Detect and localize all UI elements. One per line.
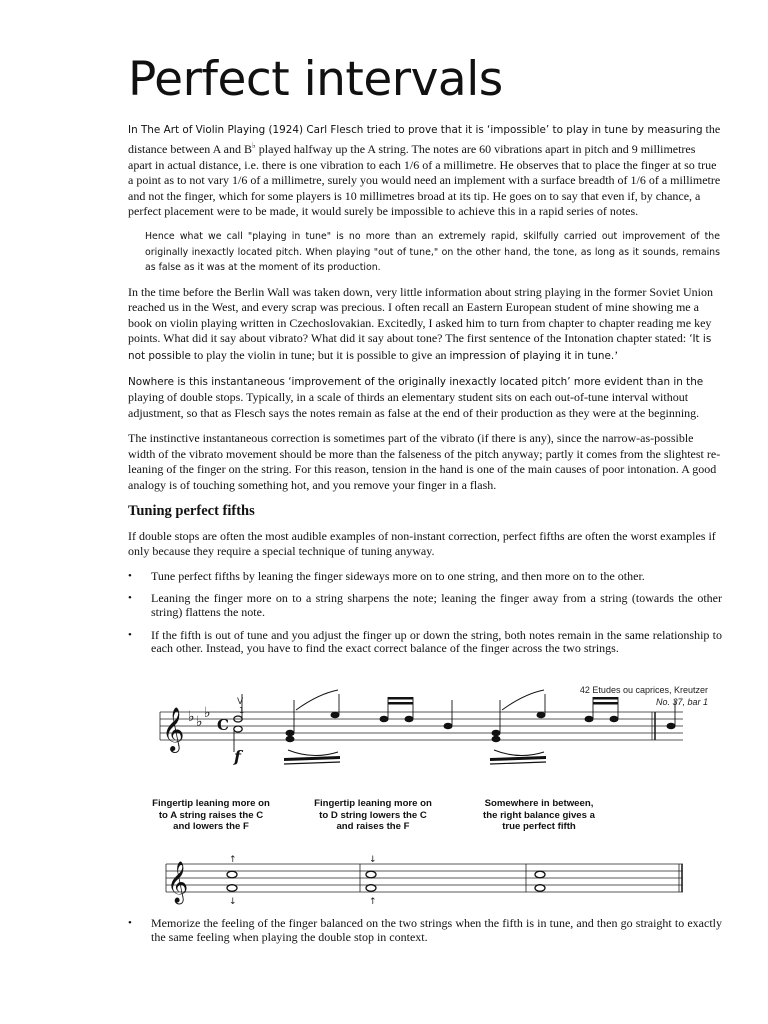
- bullet-text: Leaning the finger more on to a string sharpens the note; leaning the finger away from a string (towards the other string) flattens the note.: [151, 591, 722, 619]
- bullet-dot: •: [128, 628, 132, 641]
- nowhere-first-line: Nowhere is this instantaneous ‘improvement of the originally inexactly located pitch’ more evident than in the: [128, 376, 704, 389]
- list-item: [128, 629, 722, 656]
- bullet-dot: •: [128, 569, 132, 582]
- treble-clef-icon: 𝄞: [162, 707, 185, 751]
- intro-text-b: played halfway up the A string. The notes are 60 vibrations apart in pitch and 9 millimetres apart in actual distance, i.e. there is one vibration to each 1/6 of a millimetre. He observes that to place the finger at so true a point as to not vary 1/6 of a millimetre, surely you would need an implement with a surface breadth of 1/6 of a millimetre and not the finger, which for some players is 10 millimetres broad at its tip. He goes on to say that even if, by chance, a perfect placement were to be made, it would surely be impossible to achieve this in a rapid series of notes.: [128, 142, 721, 219]
- page-title: Perfect intervals: [128, 52, 503, 107]
- berlin-wall-paragraph: [128, 285, 722, 364]
- credit-bar: No. 37, bar 1: [655, 697, 708, 707]
- flat-icon: ♭: [188, 709, 195, 725]
- note-group: [444, 700, 452, 729]
- arrow-down-icon: ↓: [229, 897, 237, 907]
- arrow-up-icon: ↑: [369, 897, 377, 907]
- quote-not-possible: ‘It is not possible: [128, 333, 712, 362]
- bullet-dot: •: [128, 592, 132, 605]
- note-group: [585, 697, 618, 722]
- arrow-down-icon: ↓: [369, 855, 377, 865]
- final-bullet-list: [128, 917, 722, 953]
- intro-paragraph: [128, 122, 722, 219]
- list-item: [128, 570, 722, 584]
- section-intro: If double stops are often the most audible examples of non-instant correction, perfect fifths are often the worst examples if only because they require a special technique of tuning anyway.: [128, 528, 716, 559]
- nowhere-text: playing of double stops. Typically, in a scale of thirds an elementary student sits on each out-of-tune interval without adjustment, so that as Flesch says the notes remain as false at the end of their production as they were at the beginning.: [128, 390, 700, 420]
- block-quote: Hence what we call "playing in tune" is no more than an extremely rapid, skilfully carried out improvement of the originally inexactly located pitch. When playing "out of tune," on the other hand, the tone, as long as it sounds, remains as false as it was at the moment of its production.: [145, 231, 720, 273]
- intro-text-a: the distance between A and B: [128, 122, 721, 157]
- flat-icon: ♭: [196, 714, 203, 730]
- lower-staff: [166, 864, 683, 892]
- bullet-list: [128, 570, 722, 656]
- whole-note-chords: [227, 871, 545, 891]
- dynamic-forte: f: [234, 747, 241, 766]
- note-group: [667, 700, 675, 729]
- caption-a-string: Fingertip leaning more on to A string raises the C and lowers the F: [152, 798, 270, 833]
- caption-d-string: Fingertip leaning more on to D string lowers the C and raises the F: [314, 798, 432, 833]
- nowhere-paragraph: [128, 374, 722, 421]
- note-group: [490, 690, 546, 764]
- list-item: [128, 917, 722, 944]
- up-bow-icon: V: [237, 697, 244, 707]
- note-group: [380, 697, 413, 722]
- bullet-text: Tune perfect fifths by leaning the finger sideways more on to one string, and then more on to the other.: [151, 568, 645, 583]
- body-text: [128, 122, 722, 666]
- fingering-number: 1: [239, 706, 245, 715]
- flat-icon: ♭: [204, 705, 211, 721]
- correction-paragraph: The instinctive instantaneous correction is sometimes part of the vibrato (if there is any), since the narrow-as-possible width of the vibrato movement should be more than the falseness of the pitch anyway; partly it comes from the slightest re-leaning of the finger on the string. For this reason, tension in the hand is one of the main causes of poor intonation. A good analogy is of touching something hot, and you remove your finger in a flash.: [128, 431, 721, 492]
- quote-impression: impression of playing it in tune.: [449, 349, 615, 362]
- bullet-text: Memorize the feeling of the finger balanced on the two strings when the fifth is in tune, and then go straight to exactly the same feeling when playing the double stop in context.: [151, 916, 722, 944]
- arrow-up-icon: ↑: [229, 855, 237, 865]
- music-example: [128, 680, 722, 910]
- note-group: [284, 690, 340, 764]
- berlin-text-a: In the time before the Berlin Wall was taken down, very little information about string playing in the former Soviet Union reached us in the West, and every scrap was precious. I often recall an Eastern European student of mine showing me a book on violin playing written in Czechoslovakian. Excitedly, I asked him to turn from chapter to chapter reading me key points. What did it say about vibrato? What did it say about tone? The first sentence of the Intonation chapter stated:: [128, 285, 714, 346]
- time-signature: C: [217, 716, 229, 734]
- credit-title: 42 Etudes ou caprices, Kreutzer: [579, 685, 708, 695]
- list-item: [128, 592, 722, 619]
- berlin-text-b: to play the violin in tune; but it is possible to give an: [190, 347, 450, 362]
- treble-clef-icon: 𝄞: [167, 862, 189, 903]
- caption-balance: Somewhere in between, the right balance gives a true perfect fifth: [483, 798, 595, 833]
- flat-symbol: ♭: [251, 141, 256, 151]
- bullet-text: If the fifth is out of tune and you adjust the finger up or down the string, both notes remain in the same relationship to each other. Instead, you have to find the exact correct balance of the finger across the two strings.: [151, 627, 722, 656]
- music-notation: [128, 680, 722, 910]
- berlin-text-c: ’: [614, 347, 619, 362]
- section-heading: Tuning perfect fifths: [128, 502, 255, 519]
- intro-first-line: In The Art of Violin Playing (1924) Carl Flesch tried to prove that it is ‘impossible’ to play in tune by measuring: [128, 124, 703, 136]
- bullet-dot: •: [128, 917, 132, 929]
